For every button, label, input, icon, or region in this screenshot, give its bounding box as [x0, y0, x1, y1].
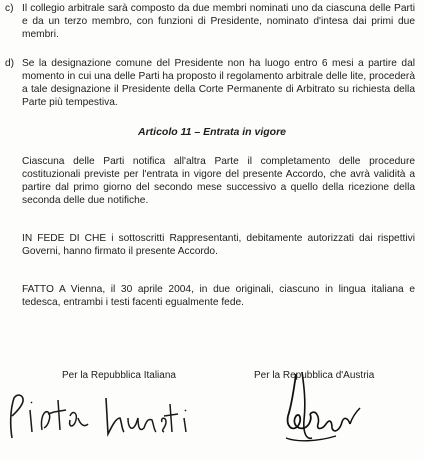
signature-label-italy: Per la Repubblica Italiana	[62, 370, 176, 381]
signature-italy	[4, 388, 214, 448]
clause-d	[5, 57, 415, 109]
signature-austria	[266, 368, 366, 458]
clause-marker: d)	[5, 58, 15, 69]
article-heading: Articolo 11 – Entrata in vigore	[137, 126, 286, 138]
clause-text: Il collegio arbitrale sarà composto da due membri nominati uno da ciascuna delle Parti e da un terzo membro, con funzioni di Presidente, nominato d'intesa dai primi due membri.	[22, 3, 415, 40]
clause-text: Se la designazione comune del Presidente non ha luogo entro 6 mesi a partire dal momento in cui una delle Parti ha proposto il regolamento arbitrale delle lite, procederà a tale designazione il Presidente della Corte Permanente di Arbitrato su richiesta della Parte più tempestiva.	[22, 58, 415, 108]
paragraph-entry-into-force: Ciascuna delle Parti notifica all'altra Parte il completamento delle procedure costituzionali previste per l'entrata in vigore del presente Accordo, che avrà validità a partire dal primo giorno del secondo mese successivo a quello della ricezione della seconda delle due notifiche.	[22, 156, 415, 206]
clause-marker: c)	[5, 3, 14, 14]
clause-c	[5, 2, 415, 41]
paragraph-done-at: FATTO A Vienna, il 30 aprile 2004, in due originali, ciascuno in lingua italiana e tedesca, entrambi i testi facenti egualmente fede.	[22, 284, 415, 308]
paragraph-in-witness: IN FEDE DI CHE i sottoscritti Rappresentanti, debitamente autorizzati dai rispettivi Governi, hanno firmato il presente Accordo.	[22, 233, 415, 257]
signature-label-austria: Per la Repubblica d'Austria	[254, 370, 375, 381]
